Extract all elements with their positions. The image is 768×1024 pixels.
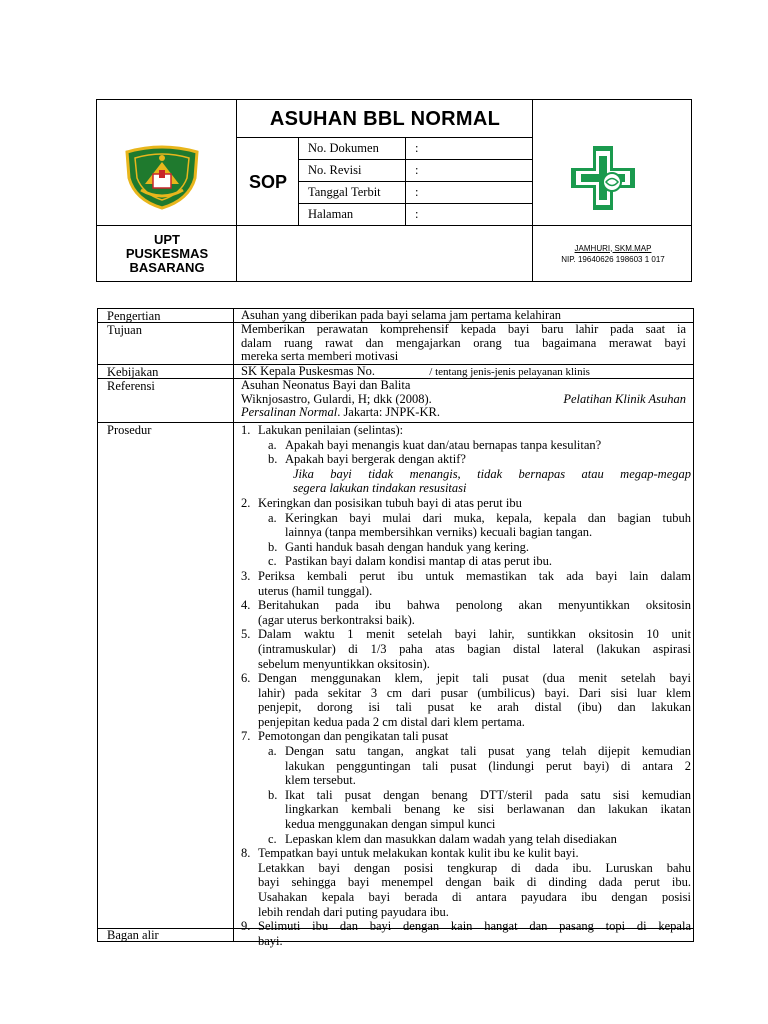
step-text: Periksa kembali perut ibu untuk memastikan tak ada bayi lain dalam (258, 568, 691, 583)
step-text: Beritahukan pada ibu bahwa penolong akan menyuntikkan oksitosin (258, 598, 691, 613)
procedure-step: 4. Beritahukan pada ibu bahwa penolong akan menyuntikkan oksitosin (241, 598, 691, 613)
referensi-text (241, 379, 686, 420)
step-text: Dengan satu tangan, angkat tali pusat yang telah dijepit kemudian (285, 744, 691, 759)
meta-value-no-revisi: : (415, 163, 419, 177)
step-text: Lakukan penilaian (selintas): (258, 423, 404, 437)
procedure-substep: b. Ganti handuk basah dengan handuk yang kering. (268, 539, 530, 554)
step-text: Ikat tali pusat dengan benang DTT/steril pada satu sisi kemudian (285, 787, 691, 802)
procedure-step: 7. Pemotongan dan pengikatan tali pusat (241, 729, 449, 744)
health-cross-logo (567, 142, 639, 214)
procedure-substep-cont: lingkarkan kembali benang ke sisi berlawanan dan lakukan ikatan (285, 802, 691, 817)
step-text: Keringkan bayi mulai dari muka, kepala, kepala dan bagian tubuh (285, 510, 691, 525)
procedure-step-cont: Usahakan kepala bayi berada di antara payudara ibu dengan posisi (258, 890, 691, 904)
org-name-line: PUSKESMAS (125, 245, 209, 261)
referensi-book-title-cont: Persalinan Normal (241, 405, 338, 420)
procedure-substep: b. Ikat tali pusat dengan benang DTT/steril pada satu sisi kemudian (268, 787, 691, 802)
procedure-step: 6. Dengan menggunakan klem, jepit tali pusat (dua menit setelah bayi (241, 671, 691, 686)
signer-block (533, 226, 693, 281)
procedure-step-cont: uterus (hamil tunggal). (258, 583, 373, 598)
signer-nip: NIP. 19640626 198603 1 017 (561, 254, 665, 264)
row-label-prosedur: Prosedur (107, 423, 152, 437)
kebijakan-subject: / tentang jenis-jenis pelayanan klinis (429, 366, 590, 378)
procedure-substep-cont: lainnya (tanpa membersihkan verniks) kecuali bagian tangan. (285, 525, 593, 540)
tujuan-text (241, 323, 686, 364)
referensi-book-title: Pelatihan Klinik Asuhan (563, 391, 686, 406)
referensi-authors: Wiknjosastro, Gulardi, H; dkk (2008). (241, 391, 432, 406)
sop-header (96, 99, 692, 282)
step-text: Ganti handuk basah dengan handuk yang kering. (285, 539, 530, 554)
step-text: Keringkan dan posisikan tubuh bayi di atas perut ibu (258, 495, 522, 510)
procedure-substep-cont: lakukan pengguntingan tali pusat (lindungi perut bayi) di antara 2 (285, 758, 691, 773)
sop-content-table (97, 308, 694, 948)
text-line: Memberikan perawatan komprehensif kepada bayi baru lahir pada saat ia (241, 322, 686, 336)
text-line: Asuhan yang diberikan pada bayi selama jam pertama kelahiran (241, 308, 562, 322)
text-line (241, 406, 686, 420)
procedure-substep: b. Apakah bayi bergerak dengan aktif? (268, 452, 466, 467)
organization-name (97, 226, 237, 281)
procedure-step-cont: sebelum menyuntikkan oksitosin). (258, 656, 430, 671)
meta-label-no-revisi: No. Revisi (308, 163, 362, 177)
procedure-step-cont: (intramuskular) di 1/3 paha atas bagian distal lateral (lakukan aspirasi (258, 641, 691, 656)
sop-label: SOP (248, 171, 287, 192)
step-text: Apakah bayi bergerak dengan aktif? (285, 452, 466, 467)
procedure-step-cont: lebih rendah dari puting payudara ibu. (258, 904, 449, 919)
text-line (241, 365, 686, 379)
puskesmas-logo (123, 144, 201, 210)
meta-label-no-dokumen: No. Dokumen (308, 141, 379, 155)
step-text: Pastikan bayi dalam kondisi mantap di atas perut ibu. (285, 554, 552, 569)
meta-value-halaman: : (415, 207, 419, 221)
meta-value-tanggal-terbit: : (415, 185, 419, 199)
procedure-step: 2. Keringkan dan posisikan tubuh bayi di atas perut ibu (241, 495, 522, 510)
procedure-step-cont: bayi sehingga bayi menempel dengan baik di dinding dada perut ibu. (258, 875, 691, 890)
text-line: dalam ruang rawat dan mengajarkan orang tua bagaimana merawat bayi (241, 335, 686, 350)
procedure-step-cont: penjepitan kedua pada 2 cm distal dari klem pertama. (258, 714, 525, 729)
row-label-referensi: Referensi (107, 379, 155, 393)
org-name-line: BASARANG (129, 259, 205, 275)
step-text: Apakah bayi menangis kuat dan/atau bernapas tanpa kesulitan? (285, 437, 602, 452)
step-text: Lepaskan klem dan masukkan dalam wadah yang telah disediakan (285, 831, 617, 846)
org-name-line: UPT (154, 231, 180, 247)
meta-label-tanggal-terbit: Tanggal Terbit (308, 185, 381, 199)
procedure-note: segera lakukan tindakan resusitasi (293, 481, 467, 496)
document-title: ASUHAN BBL NORMAL (269, 107, 501, 130)
referensi-publisher: . Jakarta: JNPK-KR. (337, 405, 440, 420)
procedure-step: 9. Selimuti ibu dan bayi dengan kain hangat dan pasang topi di kepala (241, 919, 691, 934)
row-label-kebijakan: Kebijakan (107, 365, 159, 379)
row-label-pengertian: Pengertian (107, 309, 161, 323)
procedure-note: Jika bayi tidak menangis, tidak bernapas atau megap-megap (293, 466, 691, 481)
step-text: Tempatkan bayi untuk melakukan kontak kulit ibu ke kulit bayi. (258, 846, 579, 861)
procedure-step-cont: lahir) pada sekitar 3 cm dari pusar (umbilicus) bayi. Dari sisi luar klem (258, 685, 691, 700)
prosedur-list (241, 423, 691, 948)
procedure-substep: a. Apakah bayi menangis kuat dan/atau bernapas tanpa kesulitan? (268, 437, 602, 452)
kebijakan-text (241, 365, 686, 379)
row-label-tujuan: Tujuan (107, 323, 142, 337)
kebijakan-sk: SK Kepala Puskesmas No. (241, 364, 376, 378)
row-label-bagan-alir: Bagan alir (107, 928, 159, 942)
meta-value-no-dokumen: : (415, 141, 419, 155)
procedure-step: 3. Periksa kembali perut ibu untuk memastikan tak ada bayi lain dalam (241, 568, 691, 583)
procedure-substep: a. Dengan satu tangan, angkat tali pusat yang telah dijepit kemudian (268, 744, 691, 759)
procedure-substep-cont: kedua menggunakan dengan simpul kunci (285, 817, 496, 832)
procedure-step: 1. Lakukan penilaian (selintas): (241, 423, 404, 437)
procedure-step-cont: Letakkan bayi dengan posisi tengkurap di dada ibu. Luruskan bahu (258, 860, 691, 875)
procedure-substep: c. Pastikan bayi dalam kondisi mantap di atas perut ibu. (268, 554, 552, 569)
meta-label-halaman: Halaman (308, 207, 354, 221)
step-text: Dengan menggunakan klem, jepit tali pusat (dua menit setelah bayi (258, 671, 691, 686)
text-line: Asuhan Neonatus Bayi dan Balita (241, 378, 411, 392)
procedure-step-cont: penjepit, dorong isi tali pusat ke arah distal (ibu) dan lakukan (258, 700, 691, 715)
step-text: Selimuti ibu dan bayi dengan kain hangat dan pasang topi di kepala (258, 919, 691, 934)
step-text: Pemotongan dan pengikatan tali pusat (258, 729, 449, 744)
text-line: mereka serta memberi motivasi (241, 349, 399, 364)
procedure-step-cont: bayi. (258, 933, 283, 948)
signer-name: JAMHURI, SKM.MAP (574, 243, 652, 253)
procedure-step-cont: (agar uterus berkontraksi baik). (258, 612, 415, 627)
procedure-step: 8. Tempatkan bayi untuk melakukan kontak kulit ibu ke kulit bayi. (241, 846, 579, 861)
procedure-substep-cont: klem tersebut. (285, 773, 356, 788)
procedure-substep: c. Lepaskan klem dan masukkan dalam wadah yang telah disediakan (268, 831, 617, 846)
procedure-substep: a. Keringkan bayi mulai dari muka, kepala, kepala dan bagian tubuh (268, 510, 691, 525)
step-text: Dalam waktu 1 menit setelah bayi lahir, suntikkan oksitosin 10 unit (258, 627, 691, 642)
procedure-step: 5. Dalam waktu 1 menit setelah bayi lahir, suntikkan oksitosin 10 unit (241, 627, 691, 642)
pengertian-text (241, 309, 686, 323)
text-line (241, 393, 686, 407)
